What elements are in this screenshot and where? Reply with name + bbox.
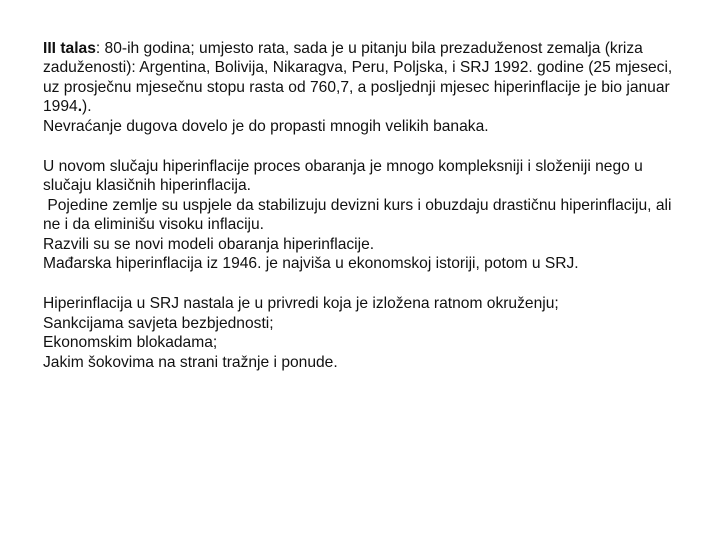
new-case-paragraph: U novom slučaju hiperinflacije proces obaranja je mnogo kompleksniji i složeniji nego u slučaju klasičnih hiperinflacija. xyxy=(43,158,643,195)
third-wave-heading: III talas xyxy=(43,40,96,57)
section-srj-causes xyxy=(43,294,693,372)
third-wave-text: : 80-ih godina; umjesto rata, sada je u pitanju bila prezaduženost zemalja (kriza zaduženosti): Argentina, Bolivija, Nikaragva, Peru, Poljska, i SRJ 1992. godine (25 mjeseci, uz prosječnu mjesečnu stopu rasta od 760,7, a posljednji mjesec hiperinflacije je bio januar 1994 xyxy=(43,40,673,116)
third-wave-bold-period: . xyxy=(77,98,83,116)
srj-cause-sanctions: Sankcijama savjeta bezbjednosti; xyxy=(43,314,274,332)
third-wave-paragraph xyxy=(43,39,693,117)
bank-collapse-line: Nevraćanje dugova dovelo je do propasti mnogih velikih banaka. xyxy=(43,117,489,135)
stabilization-paragraph xyxy=(43,196,693,235)
srj-cause-war: Hiperinflacija u SRJ nastala je u privredi koja je izložena ratnom okruženju; xyxy=(43,295,559,313)
hungary-line: Mađarska hiperinflacija iz 1946. je najviša u ekonomskoj istoriji, potom u SRJ. xyxy=(43,255,579,273)
section-third-wave xyxy=(43,39,693,136)
third-wave-tail: ). xyxy=(82,98,92,116)
slide-text-body xyxy=(43,39,693,372)
stabilization-text: Pojedine zemlje su uspjele da stabilizuju devizni kurs i obuzdaju drastičnu hiperinflaciju, ali ne i da eliminišu visoku inflaciju. xyxy=(43,196,676,234)
section-new-hyperinflation xyxy=(43,157,693,273)
srj-cause-blockades: Ekonomskim blokadama; xyxy=(43,334,218,352)
new-models-line: Razvili su se novi modeli obaranja hiperinflacije. xyxy=(43,235,375,253)
srj-cause-shocks: Jakim šokovima na strani tražnje i ponude. xyxy=(43,353,338,371)
